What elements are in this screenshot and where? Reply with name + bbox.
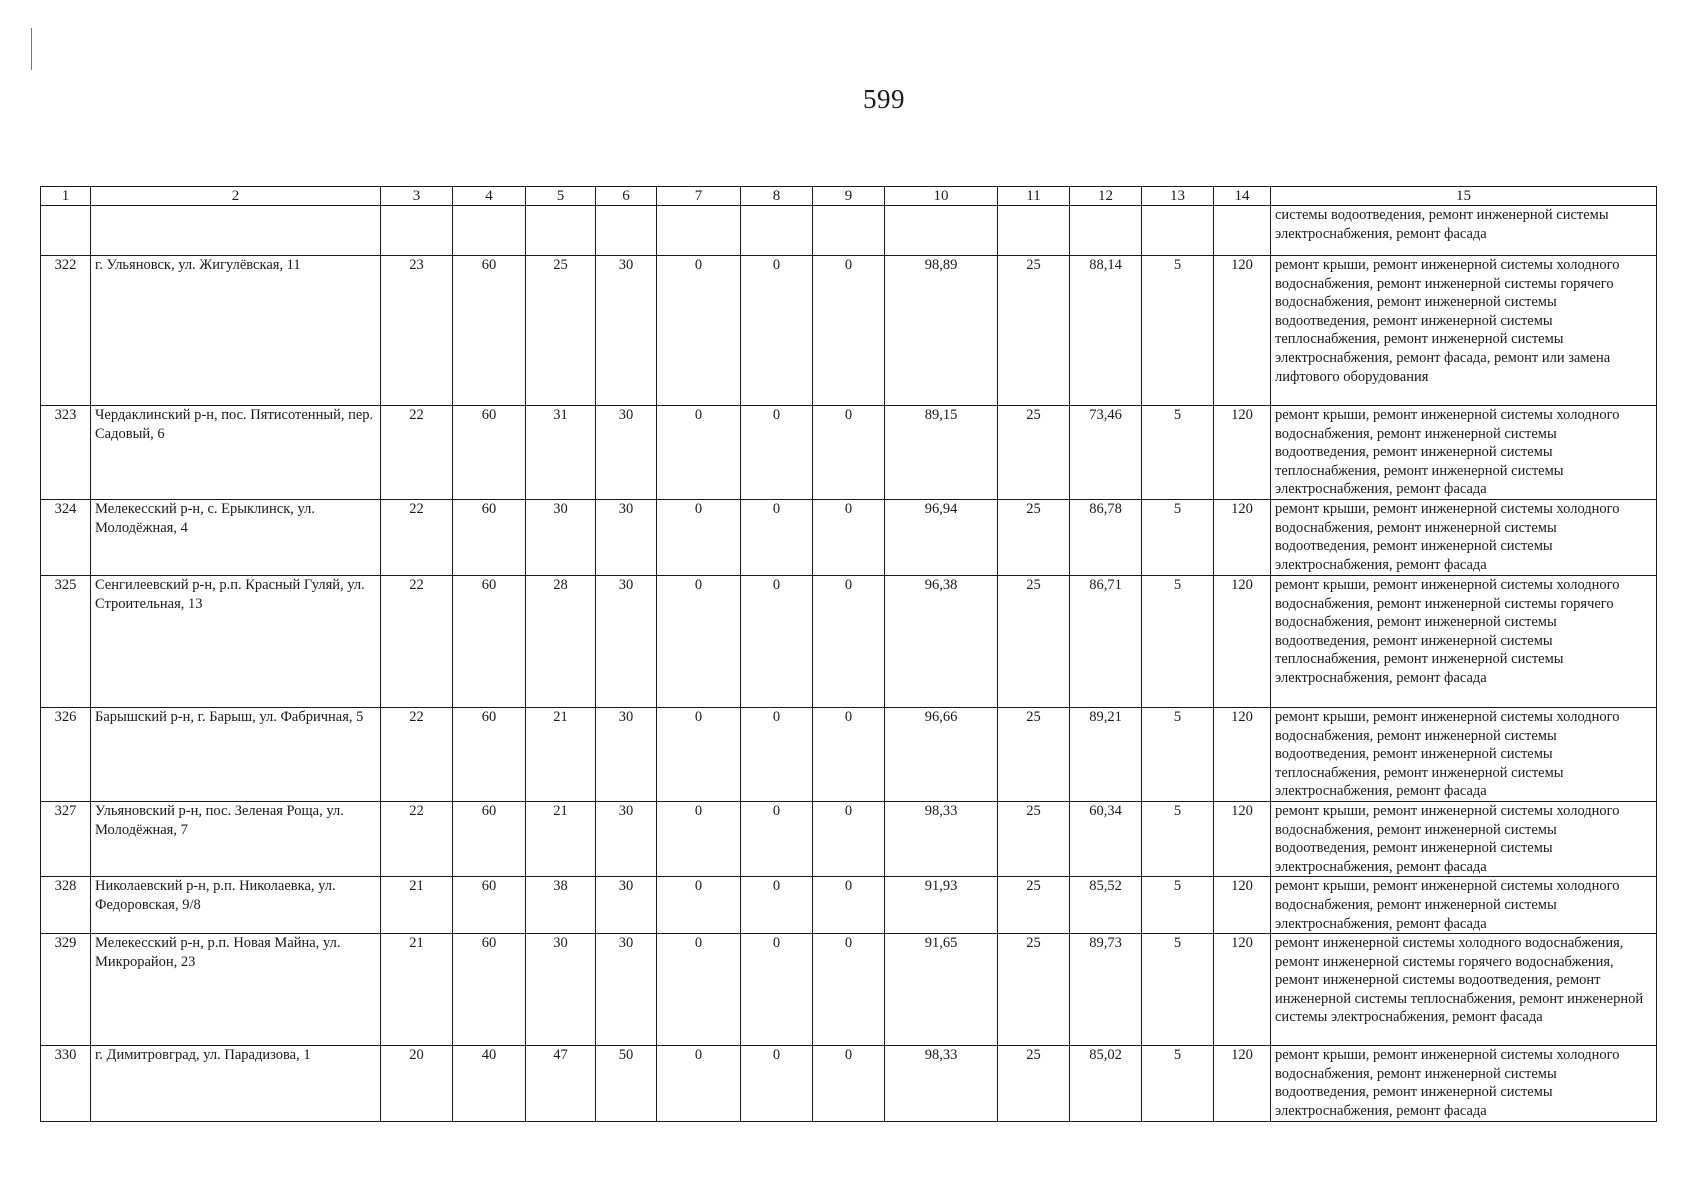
- value-cell-6: 30: [596, 707, 657, 801]
- empty-cell: [885, 206, 998, 256]
- works-cell: ремонт крыши, ремонт инженерной системы холодного водоснабжения, ремонт инженерной системы водоотведения, ремонт инженерной системы теплоснабжения, ремонт инженерной системы электроснабжения, ремонт фасада: [1271, 406, 1657, 500]
- row-number-cell: 328: [41, 877, 91, 934]
- value-cell-12: 85,02: [1070, 1046, 1142, 1122]
- value-cell-10: 91,93: [885, 877, 998, 934]
- value-cell-8: 0: [741, 256, 813, 406]
- value-cell-6: 50: [596, 1046, 657, 1122]
- value-cell-12: 60,34: [1070, 801, 1142, 876]
- column-number: 4: [453, 187, 526, 206]
- value-cell-12: 89,21: [1070, 707, 1142, 801]
- value-cell-10: 89,15: [885, 406, 998, 500]
- value-cell-13: 5: [1142, 877, 1214, 934]
- value-cell-13: 5: [1142, 256, 1214, 406]
- value-cell-14: 120: [1214, 256, 1271, 406]
- value-cell-9: 0: [813, 934, 885, 1046]
- works-cell: ремонт инженерной системы холодного водоснабжения, ремонт инженерной системы горячего водоснабжения, ремонт инженерной системы водоотведения, ремонт инженерной системы теплоснабжения, ремонт инженерной системы электроснабжения, ремонт фасада: [1271, 934, 1657, 1046]
- value-cell-13: 5: [1142, 707, 1214, 801]
- empty-cell: [381, 206, 453, 256]
- value-cell-11: 25: [998, 877, 1070, 934]
- value-cell-8: 0: [741, 707, 813, 801]
- value-cell-3: 22: [381, 575, 453, 707]
- value-cell-4: 60: [453, 256, 526, 406]
- value-cell-4: 60: [453, 575, 526, 707]
- value-cell-4: 40: [453, 1046, 526, 1122]
- row-number-cell: 325: [41, 575, 91, 707]
- column-number: 7: [657, 187, 741, 206]
- value-cell-6: 30: [596, 575, 657, 707]
- table-row: [41, 499, 1657, 575]
- row-number-cell: 330: [41, 1046, 91, 1122]
- table-row: [41, 877, 1657, 934]
- address-cell: Сенгилеевский р-н, р.п. Красный Гуляй, ул. Строительная, 13: [91, 575, 381, 707]
- value-cell-5: 30: [526, 934, 596, 1046]
- address-cell: Николаевский р-н, р.п. Николаевка, ул. Федоровская, 9/8: [91, 877, 381, 934]
- value-cell-6: 30: [596, 877, 657, 934]
- value-cell-12: 89,73: [1070, 934, 1142, 1046]
- address-cell: Чердаклинский р-н, пос. Пятисотенный, пер. Садовый, 6: [91, 406, 381, 500]
- table-row: [41, 707, 1657, 801]
- value-cell-14: 120: [1214, 499, 1271, 575]
- value-cell-6: 30: [596, 406, 657, 500]
- value-cell-13: 5: [1142, 499, 1214, 575]
- row-number-cell: 324: [41, 499, 91, 575]
- address-cell: г. Ульяновск, ул. Жигулёвская, 11: [91, 256, 381, 406]
- empty-cell: [91, 206, 381, 256]
- value-cell-4: 60: [453, 877, 526, 934]
- value-cell-11: 25: [998, 707, 1070, 801]
- value-cell-12: 88,14: [1070, 256, 1142, 406]
- value-cell-14: 120: [1214, 1046, 1271, 1122]
- value-cell-14: 120: [1214, 406, 1271, 500]
- column-number: 12: [1070, 187, 1142, 206]
- value-cell-11: 25: [998, 256, 1070, 406]
- value-cell-8: 0: [741, 877, 813, 934]
- value-cell-9: 0: [813, 499, 885, 575]
- value-cell-5: 28: [526, 575, 596, 707]
- value-cell-10: 98,33: [885, 801, 998, 876]
- value-cell-6: 30: [596, 256, 657, 406]
- column-number: 5: [526, 187, 596, 206]
- value-cell-7: 0: [657, 934, 741, 1046]
- value-cell-9: 0: [813, 707, 885, 801]
- value-cell-7: 0: [657, 256, 741, 406]
- column-number: 9: [813, 187, 885, 206]
- value-cell-10: 98,33: [885, 1046, 998, 1122]
- value-cell-14: 120: [1214, 877, 1271, 934]
- value-cell-5: 47: [526, 1046, 596, 1122]
- value-cell-5: 21: [526, 707, 596, 801]
- table-row: [41, 575, 1657, 707]
- value-cell-3: 21: [381, 877, 453, 934]
- value-cell-6: 30: [596, 499, 657, 575]
- value-cell-12: 86,78: [1070, 499, 1142, 575]
- column-number: 8: [741, 187, 813, 206]
- value-cell-13: 5: [1142, 934, 1214, 1046]
- column-number: 6: [596, 187, 657, 206]
- value-cell-3: 23: [381, 256, 453, 406]
- works-cell: ремонт крыши, ремонт инженерной системы холодного водоснабжения, ремонт инженерной системы электроснабжения, ремонт фасада: [1271, 877, 1657, 934]
- value-cell-9: 0: [813, 256, 885, 406]
- row-number-cell: 322: [41, 256, 91, 406]
- value-cell-9: 0: [813, 801, 885, 876]
- value-cell-8: 0: [741, 801, 813, 876]
- row-number-cell: 323: [41, 406, 91, 500]
- value-cell-11: 25: [998, 934, 1070, 1046]
- value-cell-4: 60: [453, 406, 526, 500]
- data-table: [40, 186, 1657, 1122]
- value-cell-3: 22: [381, 707, 453, 801]
- value-cell-13: 5: [1142, 1046, 1214, 1122]
- value-cell-8: 0: [741, 934, 813, 1046]
- address-cell: Мелекесский р-н, с. Ерыклинск, ул. Молодёжная, 4: [91, 499, 381, 575]
- value-cell-9: 0: [813, 877, 885, 934]
- column-number: 11: [998, 187, 1070, 206]
- value-cell-10: 98,89: [885, 256, 998, 406]
- empty-cell: [813, 206, 885, 256]
- value-cell-11: 25: [998, 406, 1070, 500]
- value-cell-4: 60: [453, 707, 526, 801]
- value-cell-10: 91,65: [885, 934, 998, 1046]
- row-number-cell: 327: [41, 801, 91, 876]
- value-cell-7: 0: [657, 801, 741, 876]
- column-number: 15: [1271, 187, 1657, 206]
- address-cell: Ульяновский р-н, пос. Зеленая Роща, ул. Молодёжная, 7: [91, 801, 381, 876]
- value-cell-8: 0: [741, 1046, 813, 1122]
- value-cell-10: 96,38: [885, 575, 998, 707]
- value-cell-7: 0: [657, 1046, 741, 1122]
- value-cell-14: 120: [1214, 801, 1271, 876]
- address-cell: Барышский р-н, г. Барыш, ул. Фабричная, 5: [91, 707, 381, 801]
- value-cell-9: 0: [813, 1046, 885, 1122]
- empty-cell: [1142, 206, 1214, 256]
- value-cell-13: 5: [1142, 801, 1214, 876]
- empty-cell: [596, 206, 657, 256]
- value-cell-3: 22: [381, 499, 453, 575]
- value-cell-4: 60: [453, 499, 526, 575]
- value-cell-6: 30: [596, 934, 657, 1046]
- works-cell: ремонт крыши, ремонт инженерной системы холодного водоснабжения, ремонт инженерной системы водоотведения, ремонт инженерной системы электроснабжения, ремонт фасада: [1271, 801, 1657, 876]
- table-row: [41, 1046, 1657, 1122]
- value-cell-9: 0: [813, 406, 885, 500]
- empty-cell: [526, 206, 596, 256]
- value-cell-5: 21: [526, 801, 596, 876]
- value-cell-5: 38: [526, 877, 596, 934]
- works-cell: ремонт крыши, ремонт инженерной системы холодного водоснабжения, ремонт инженерной системы водоотведения, ремонт инженерной системы электроснабжения, ремонт фасада: [1271, 1046, 1657, 1122]
- value-cell-7: 0: [657, 575, 741, 707]
- value-cell-5: 25: [526, 256, 596, 406]
- works-cell: ремонт крыши, ремонт инженерной системы холодного водоснабжения, ремонт инженерной системы водоотведения, ремонт инженерной системы теплоснабжения, ремонт инженерной системы электроснабжения, ремонт фасада: [1271, 707, 1657, 801]
- works-cell: ремонт крыши, ремонт инженерной системы холодного водоснабжения, ремонт инженерной системы горячего водоснабжения, ремонт инженерной системы водоотведения, ремонт инженерной системы теплоснабжения, ремонт инженерной системы электроснабжения, ремонт фасада: [1271, 575, 1657, 707]
- empty-cell: [453, 206, 526, 256]
- column-number-row: [41, 187, 1657, 206]
- continuation-row: [41, 206, 1657, 256]
- value-cell-11: 25: [998, 575, 1070, 707]
- value-cell-7: 0: [657, 877, 741, 934]
- value-cell-3: 20: [381, 1046, 453, 1122]
- column-number: 10: [885, 187, 998, 206]
- value-cell-3: 22: [381, 406, 453, 500]
- empty-cell: [1070, 206, 1142, 256]
- value-cell-11: 25: [998, 801, 1070, 876]
- works-cell: ремонт крыши, ремонт инженерной системы холодного водоснабжения, ремонт инженерной системы водоотведения, ремонт инженерной системы электроснабжения, ремонт фасада: [1271, 499, 1657, 575]
- table-row: [41, 934, 1657, 1046]
- column-number: 13: [1142, 187, 1214, 206]
- value-cell-14: 120: [1214, 934, 1271, 1046]
- column-number: 14: [1214, 187, 1271, 206]
- value-cell-8: 0: [741, 575, 813, 707]
- value-cell-10: 96,94: [885, 499, 998, 575]
- column-number: 2: [91, 187, 381, 206]
- value-cell-3: 22: [381, 801, 453, 876]
- column-number: 1: [41, 187, 91, 206]
- row-number-cell: 329: [41, 934, 91, 1046]
- value-cell-11: 25: [998, 499, 1070, 575]
- value-cell-7: 0: [657, 406, 741, 500]
- value-cell-5: 30: [526, 499, 596, 575]
- table-row: [41, 801, 1657, 876]
- value-cell-14: 120: [1214, 575, 1271, 707]
- value-cell-11: 25: [998, 1046, 1070, 1122]
- value-cell-12: 85,52: [1070, 877, 1142, 934]
- value-cell-12: 73,46: [1070, 406, 1142, 500]
- empty-cell: [998, 206, 1070, 256]
- table-row: [41, 406, 1657, 500]
- empty-cell: [657, 206, 741, 256]
- value-cell-9: 0: [813, 575, 885, 707]
- margin-mark: [31, 28, 32, 70]
- value-cell-8: 0: [741, 499, 813, 575]
- address-cell: г. Димитровград, ул. Парадизова, 1: [91, 1046, 381, 1122]
- value-cell-4: 60: [453, 801, 526, 876]
- value-cell-7: 0: [657, 707, 741, 801]
- value-cell-4: 60: [453, 934, 526, 1046]
- value-cell-13: 5: [1142, 575, 1214, 707]
- value-cell-12: 86,71: [1070, 575, 1142, 707]
- empty-cell: [741, 206, 813, 256]
- value-cell-14: 120: [1214, 707, 1271, 801]
- value-cell-13: 5: [1142, 406, 1214, 500]
- empty-cell: [41, 206, 91, 256]
- works-cell: ремонт крыши, ремонт инженерной системы холодного водоснабжения, ремонт инженерной системы горячего водоснабжения, ремонт инженерной системы водоотведения, ремонт инженерной системы теплоснабжения, ремонт инженерной системы электроснабжения, ремонт фасада, ремонт или замена лифтового оборудования: [1271, 256, 1657, 406]
- value-cell-6: 30: [596, 801, 657, 876]
- address-cell: Мелекесский р-н, р.п. Новая Майна, ул. Микрорайон, 23: [91, 934, 381, 1046]
- works-cell: системы водоотведения, ремонт инженерной системы электроснабжения, ремонт фасада: [1271, 206, 1657, 256]
- empty-cell: [1214, 206, 1271, 256]
- table-row: [41, 256, 1657, 406]
- value-cell-8: 0: [741, 406, 813, 500]
- value-cell-5: 31: [526, 406, 596, 500]
- value-cell-7: 0: [657, 499, 741, 575]
- row-number-cell: 326: [41, 707, 91, 801]
- column-number: 3: [381, 187, 453, 206]
- value-cell-10: 96,66: [885, 707, 998, 801]
- value-cell-3: 21: [381, 934, 453, 1046]
- page-number: 599: [863, 84, 905, 114]
